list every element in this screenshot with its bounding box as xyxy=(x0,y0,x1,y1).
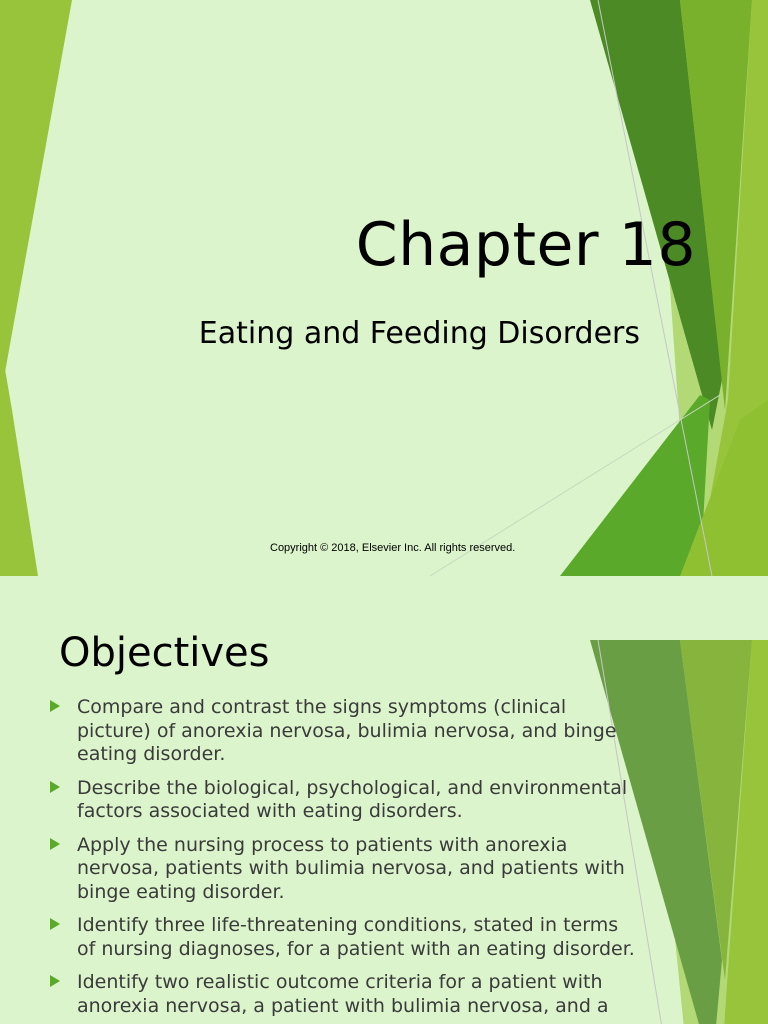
triangle-bullet-icon xyxy=(50,975,60,987)
objective-text: Identify two realistic outcome criteria for a patient with anorexia nervosa, a patient with bulimia nervosa, and a xyxy=(77,971,609,1017)
objective-text: Compare and contrast the signs symptoms (clinical picture) of anorexia nervosa, bulimia nervosa, and binge eating disorder. xyxy=(77,696,617,765)
objectives-slide xyxy=(0,576,768,1024)
chapter-title: Chapter 18 xyxy=(355,210,696,280)
list-item xyxy=(48,777,640,824)
list-item xyxy=(48,834,640,905)
objective-text: Describe the biological, psychological, and environmental factors associated with eating disorders. xyxy=(77,776,628,822)
list-item xyxy=(48,696,640,767)
chapter-subtitle: Eating and Feeding Disorders xyxy=(198,316,640,351)
slide-title: Objectives xyxy=(59,630,270,676)
objective-text: Apply the nursing process to patients with anorexia nervosa, patients with bulimia nervosa, and patients with binge eating disorder. xyxy=(77,833,625,903)
objectives-list xyxy=(48,696,640,1024)
list-item xyxy=(48,971,640,1018)
copyright-notice: Copyright © 2018, Elsevier Inc. All rights reserved. xyxy=(270,542,516,554)
triangle-bullet-icon xyxy=(50,700,60,712)
triangle-bullet-icon xyxy=(50,838,60,850)
list-item xyxy=(48,914,640,961)
objective-text: Identify three life-threatening conditions, stated in terms of nursing diagnoses, for a patient with an eating disorder. xyxy=(77,914,635,960)
triangle-bullet-icon xyxy=(50,781,60,793)
triangle-bullet-icon xyxy=(50,918,60,930)
